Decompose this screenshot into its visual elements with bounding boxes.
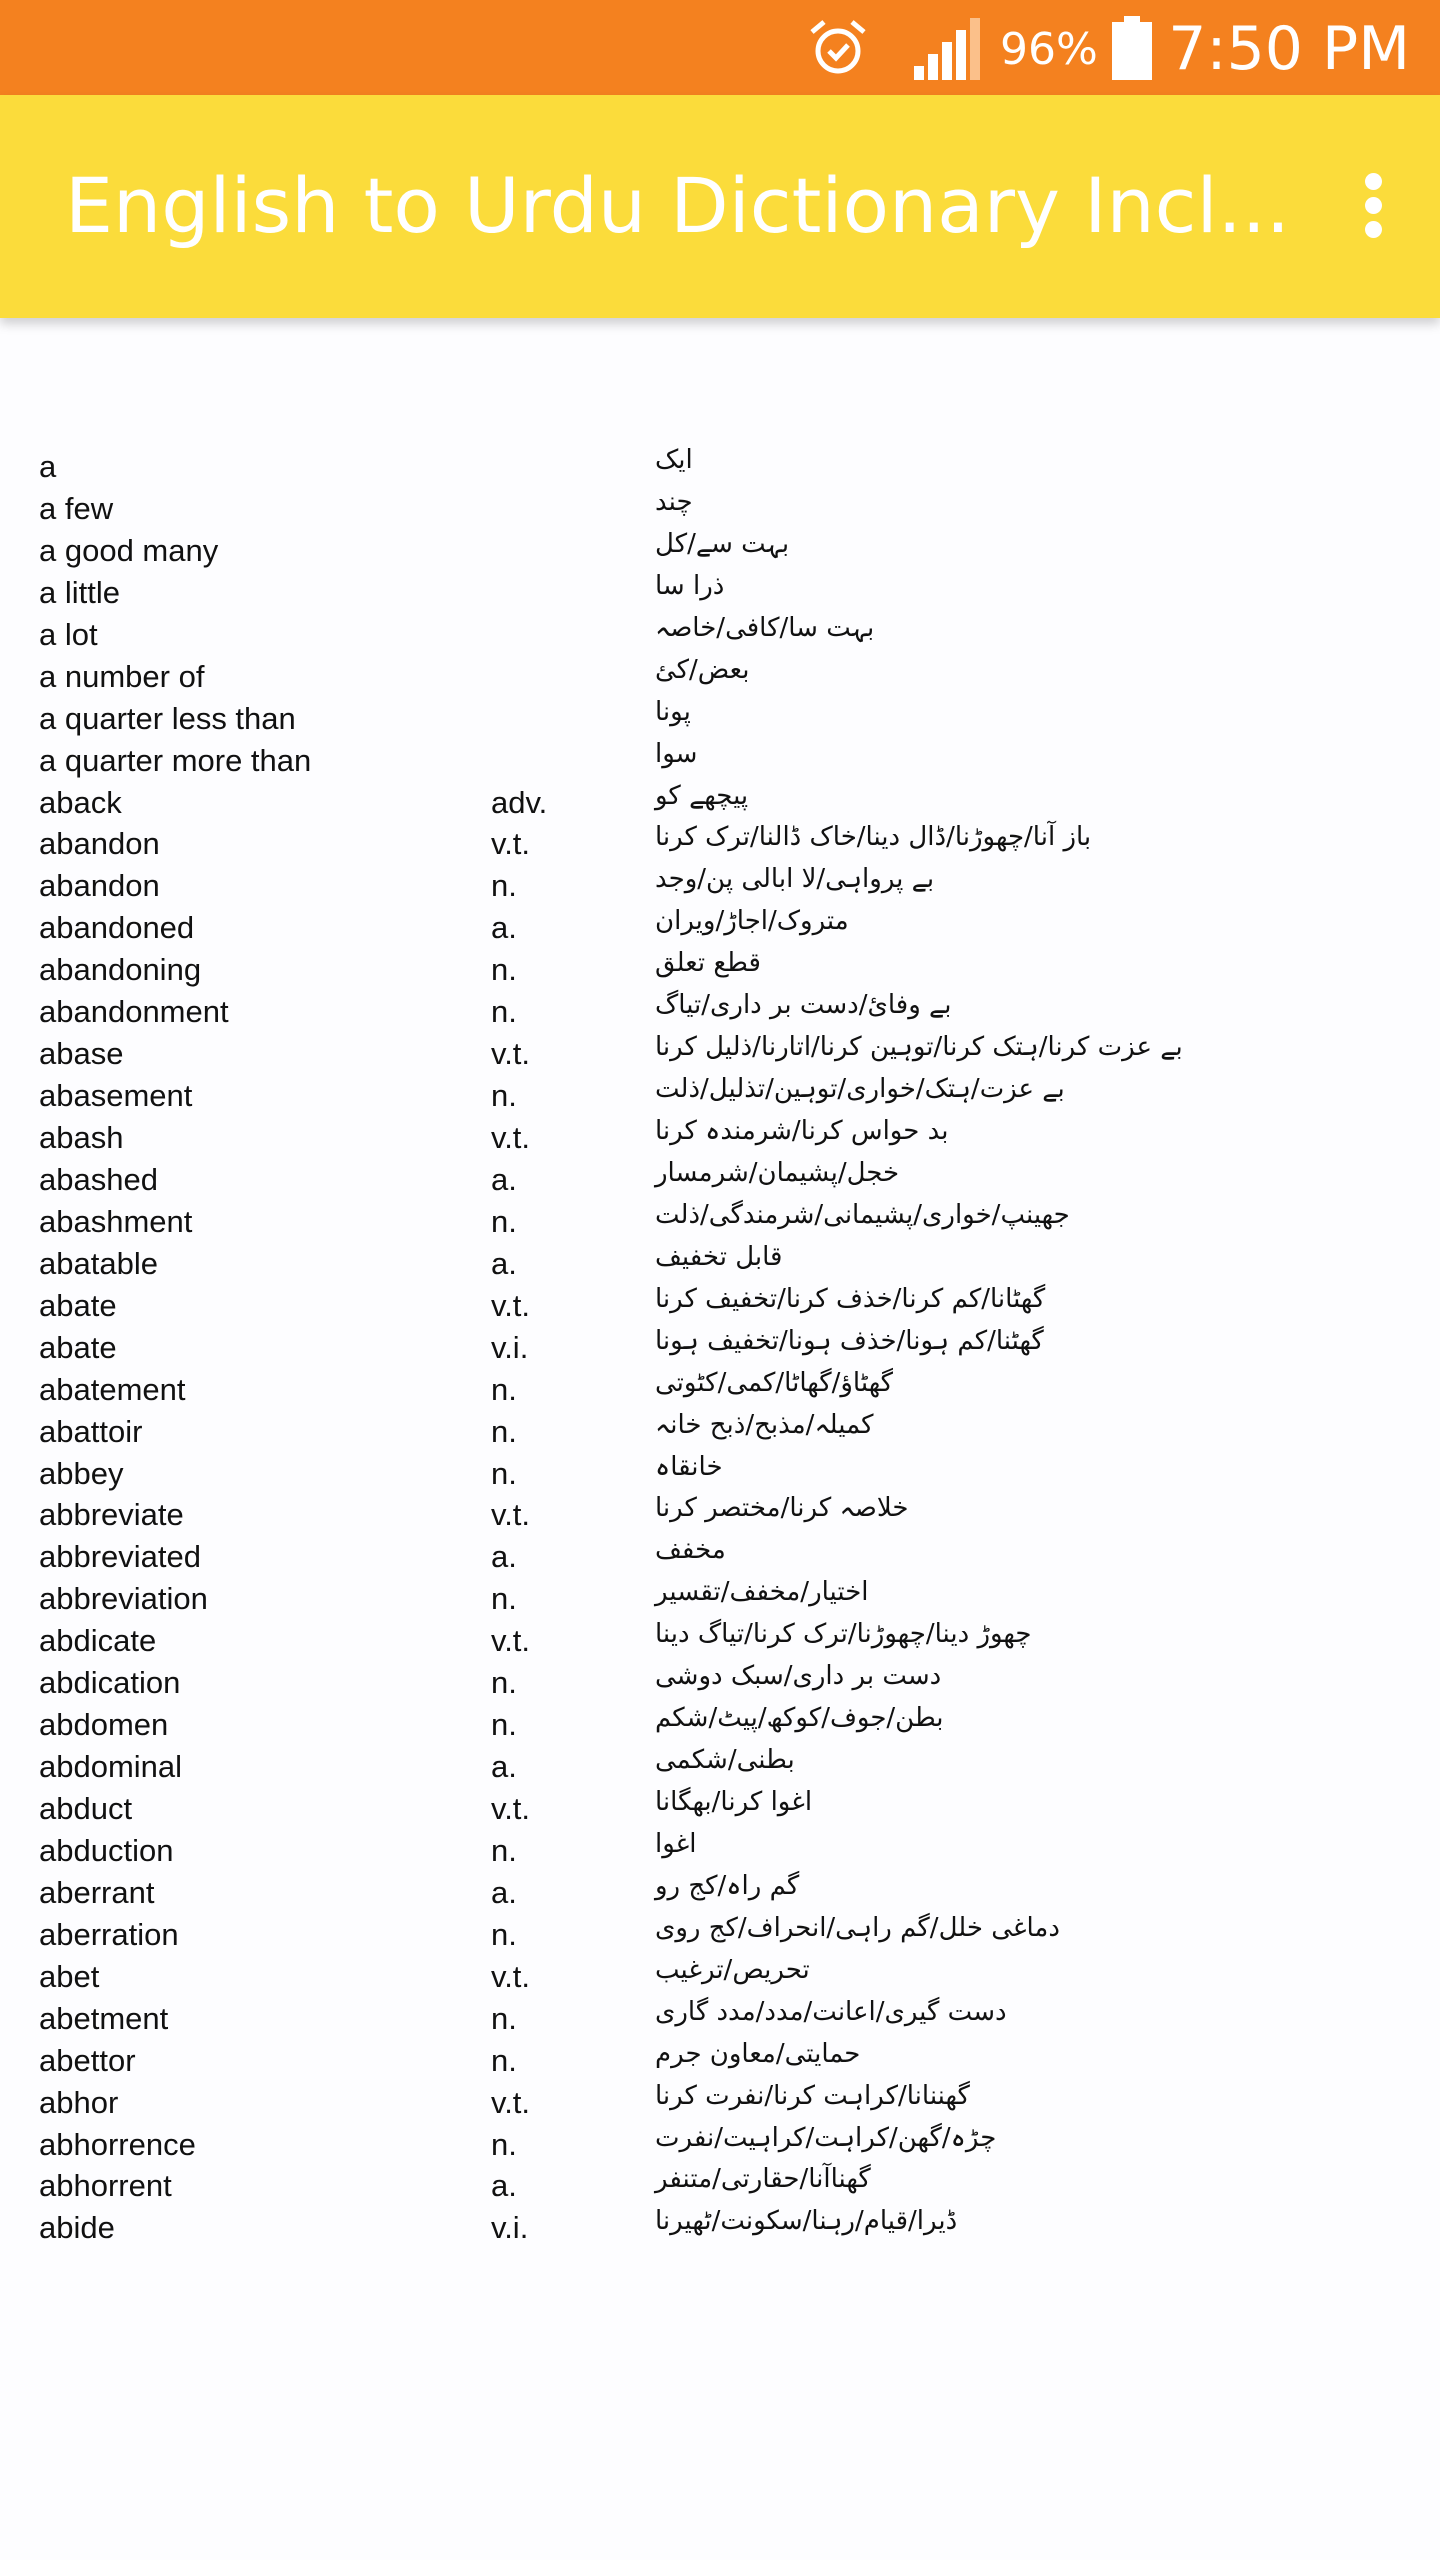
entry-urdu-meaning: دست گیری/اعانت/مدد/مدد گاری — [655, 1996, 1007, 2027]
entry-urdu-meaning: تحریص/ترغیب — [655, 1954, 810, 1985]
entry-part-of-speech: n. — [491, 2042, 517, 2078]
list-item[interactable] — [0, 1368, 1440, 1410]
more-vert-icon[interactable] — [1358, 173, 1388, 243]
dictionary-list[interactable] — [0, 445, 1440, 2248]
entry-word: abattoir — [39, 1413, 143, 1449]
entry-part-of-speech: v.t. — [491, 826, 531, 862]
entry-urdu-meaning: جھینپ/خواری/پشیمانی/شرمندگی/ذلت — [655, 1199, 1070, 1230]
entry-urdu-meaning: خلاصہ کرنا/مختصر کرنا — [655, 1493, 909, 1524]
entry-urdu-meaning: ڈیرا/قیام/رہنا/سکونت/ٹھیرنا — [655, 2206, 958, 2237]
list-item[interactable] — [0, 1619, 1440, 1661]
battery-percentage: 96% — [1000, 24, 1098, 75]
entry-urdu-meaning: بے وفائ/دست بر داری/تیاگ — [655, 990, 952, 1021]
entry-urdu-meaning: گھننانا/کراہت کرنا/نفرت کرنا — [655, 2080, 970, 2111]
entry-urdu-meaning: مخفف — [655, 1535, 726, 1566]
entry-urdu-meaning: بے عزت کرنا/ہتک کرنا/توہین کرنا/اتارنا/ذلیل کرنا — [655, 1032, 1183, 1063]
entry-part-of-speech: v.t. — [491, 1791, 531, 1826]
entry-word: a little — [39, 574, 120, 610]
list-item[interactable] — [0, 1242, 1440, 1284]
entry-part-of-speech: a. — [491, 1539, 517, 1575]
entry-word: abashed — [39, 1161, 158, 1197]
list-item[interactable] — [0, 906, 1440, 948]
entry-word: a quarter less than — [39, 700, 296, 736]
app-bar — [0, 95, 1440, 318]
entry-word: abashment — [39, 1203, 193, 1239]
list-item[interactable] — [0, 697, 1440, 739]
list-item[interactable] — [0, 1787, 1440, 1829]
entry-word: abduction — [39, 1832, 174, 1868]
list-item[interactable] — [0, 2081, 1440, 2123]
entry-urdu-meaning: ذرا سا — [655, 570, 725, 601]
entry-part-of-speech: n. — [491, 2126, 517, 2162]
clock: 7:50 PM — [1168, 14, 1410, 84]
entry-word: abandon — [39, 868, 160, 904]
list-item[interactable] — [0, 1032, 1440, 1074]
entry-part-of-speech: a. — [491, 2168, 517, 2204]
entry-part-of-speech: v.i. — [491, 1329, 529, 1365]
list-item[interactable] — [0, 445, 1440, 487]
list-item[interactable] — [0, 2164, 1440, 2206]
entry-part-of-speech: v.t. — [491, 1623, 531, 1659]
list-item[interactable] — [0, 739, 1440, 781]
list-item[interactable] — [0, 1577, 1440, 1619]
entry-part-of-speech: v.t. — [491, 1958, 531, 1994]
entry-word: a good many — [39, 532, 219, 568]
entry-part-of-speech: v.t. — [491, 1497, 531, 1533]
entry-urdu-meaning: خانقاہ — [655, 1451, 723, 1482]
entry-word: a quarter more than — [39, 742, 312, 778]
entry-word: abatement — [39, 1371, 186, 1407]
entry-word: abduct — [39, 1791, 133, 1826]
list-item[interactable] — [0, 1661, 1440, 1703]
entry-word: aberration — [39, 1916, 179, 1952]
entry-word: aberrant — [39, 1874, 155, 1910]
entry-urdu-meaning: پیچھے کو — [655, 780, 749, 811]
entry-urdu-meaning: گھٹانا/کم کرنا/خذف کرنا/تخفیف کرنا — [655, 1283, 1046, 1314]
list-item[interactable] — [0, 1158, 1440, 1200]
entry-word: abbey — [39, 1455, 124, 1491]
list-item[interactable] — [0, 613, 1440, 655]
list-item[interactable] — [0, 1871, 1440, 1913]
entry-word: abide — [39, 2210, 115, 2246]
entry-word: abbreviation — [39, 1581, 208, 1617]
entry-word: abhorrent — [39, 2168, 172, 2204]
entry-urdu-meaning: بد حواس کرنا/شرمندہ کرنا — [655, 1116, 949, 1146]
entry-word: abhorrence — [39, 2126, 196, 2162]
entry-urdu-meaning: بہت سے/کل — [655, 528, 790, 559]
alarm-icon — [808, 18, 868, 78]
entry-word: abbreviated — [39, 1539, 202, 1575]
list-item[interactable] — [0, 822, 1440, 864]
entry-part-of-speech: n. — [491, 994, 517, 1030]
entry-urdu-meaning: اغوا کرنا/بھگانا — [655, 1787, 813, 1817]
list-item[interactable] — [0, 1829, 1440, 1871]
entry-urdu-meaning: باز آنا/چھوڑنا/ڈال دینا/خاک ڈالنا/ترک کرنا — [655, 822, 1092, 853]
entry-urdu-meaning: چھوڑ دینا/چھوڑنا/ترک کرنا/تیاگ دینا — [655, 1619, 1032, 1650]
entry-urdu-meaning: ایک — [655, 445, 693, 475]
entry-urdu-meaning: چڑہ/گھن/کراہت/کراہیت/نفرت — [655, 2122, 997, 2153]
entry-urdu-meaning: بعض/کئ — [655, 654, 750, 685]
entry-word: abandon — [39, 826, 160, 862]
entry-urdu-meaning: بطن/جوف/کوکھ/پیٹ/شکم — [655, 1703, 944, 1734]
entry-urdu-meaning: چند — [655, 486, 693, 517]
status-bar — [0, 0, 1440, 95]
entry-word: abettor — [39, 2042, 136, 2078]
entry-urdu-meaning: خجل/پشیمان/شرمسار — [655, 1157, 900, 1188]
entry-part-of-speech: a. — [491, 1245, 517, 1281]
entry-urdu-meaning: کمیلہ/مذبح/ذبح خانہ — [655, 1409, 874, 1440]
list-item[interactable] — [0, 1913, 1440, 1955]
list-item[interactable] — [0, 1326, 1440, 1368]
entry-urdu-meaning: اختیار/مخفف/تقسیر — [655, 1577, 869, 1608]
entry-word: a few — [39, 490, 114, 526]
list-item[interactable] — [0, 990, 1440, 1032]
entry-part-of-speech: a. — [491, 1874, 517, 1910]
list-item[interactable] — [0, 1200, 1440, 1242]
entry-urdu-meaning: اغوا — [655, 1828, 697, 1859]
list-item[interactable] — [0, 781, 1440, 823]
list-item[interactable] — [0, 1116, 1440, 1158]
list-item[interactable] — [0, 948, 1440, 990]
entry-word: abdicate — [39, 1623, 157, 1659]
entry-word: abetment — [39, 2000, 169, 2036]
entry-part-of-speech: n. — [491, 1832, 517, 1868]
entry-part-of-speech: v.t. — [491, 1287, 531, 1323]
entry-word: abdominal — [39, 1749, 183, 1785]
entry-urdu-meaning: بے پرواہی/لا ابالی پن/وجد — [655, 864, 935, 895]
entry-part-of-speech: n. — [491, 952, 517, 988]
list-item[interactable] — [0, 655, 1440, 697]
entry-part-of-speech: a. — [491, 1749, 517, 1785]
entry-part-of-speech: v.i. — [491, 2210, 529, 2246]
list-item[interactable] — [0, 2206, 1440, 2248]
entry-urdu-meaning: گھناآنا/حقارتی/متنفر — [655, 2164, 871, 2195]
list-item[interactable] — [0, 1745, 1440, 1787]
entry-part-of-speech: n. — [491, 1203, 517, 1239]
battery-icon — [1112, 16, 1152, 80]
entry-urdu-meaning: حمایتی/معاون جرم — [655, 2038, 861, 2069]
entry-word: a — [39, 449, 57, 484]
entry-word: abdomen — [39, 1707, 169, 1743]
entry-part-of-speech: n. — [491, 1413, 517, 1449]
list-item[interactable] — [0, 1535, 1440, 1577]
entry-part-of-speech: v.t. — [491, 1036, 531, 1072]
entry-word: aback — [39, 784, 122, 820]
entry-part-of-speech: a. — [491, 1161, 517, 1197]
entry-part-of-speech: n. — [491, 1455, 517, 1491]
entry-word: abase — [39, 1036, 124, 1072]
entry-urdu-meaning: بطنی/شکمی — [655, 1745, 795, 1776]
list-item[interactable] — [0, 2039, 1440, 2081]
entry-urdu-meaning: سوا — [655, 738, 698, 769]
list-item[interactable] — [0, 1493, 1440, 1535]
list-item[interactable] — [0, 1955, 1440, 1997]
entry-word: abate — [39, 1329, 117, 1365]
entry-urdu-meaning: بے عزت/ہتک/خواری/توہین/تذلیل/ذلت — [655, 1074, 1065, 1105]
entry-urdu-meaning: دماغی خلل/گم راہی/انحراف/کج روی — [655, 1912, 1060, 1943]
entry-urdu-meaning: گم راہ/کج رو — [655, 1870, 800, 1901]
entry-word: abet — [39, 1958, 100, 1994]
entry-urdu-meaning: قابل تخفیف — [655, 1241, 783, 1272]
entry-part-of-speech: a. — [491, 910, 517, 946]
list-item[interactable] — [0, 1703, 1440, 1745]
entry-word: abasement — [39, 1078, 193, 1114]
entry-word: abhor — [39, 2084, 119, 2120]
entry-part-of-speech: n. — [491, 2000, 517, 2036]
entry-part-of-speech: n. — [491, 1665, 517, 1701]
entry-part-of-speech: v.t. — [491, 2084, 531, 2120]
entry-word: abash — [39, 1120, 124, 1155]
list-item[interactable] — [0, 1074, 1440, 1116]
list-item[interactable] — [0, 571, 1440, 613]
entry-part-of-speech: v.t. — [491, 1120, 531, 1155]
entry-word: abandonment — [39, 994, 229, 1030]
entry-part-of-speech: n. — [491, 1078, 517, 1114]
list-item[interactable] — [0, 1997, 1440, 2039]
entry-word: a number of — [39, 658, 205, 694]
list-item[interactable] — [0, 529, 1440, 571]
signal-icon — [912, 18, 984, 80]
entry-urdu-meaning: گھٹنا/کم ہونا/خذف ہونا/تخفیف ہونا — [655, 1325, 1044, 1356]
list-item[interactable] — [0, 1410, 1440, 1452]
entry-part-of-speech: adv. — [491, 784, 548, 820]
entry-word: abatable — [39, 1245, 158, 1281]
list-item[interactable] — [0, 487, 1440, 529]
list-item[interactable] — [0, 1284, 1440, 1326]
entry-urdu-meaning: قطع تعلق — [655, 948, 761, 979]
entry-part-of-speech: n. — [491, 1916, 517, 1952]
entry-word: abandoning — [39, 952, 202, 988]
entry-part-of-speech: n. — [491, 1581, 517, 1617]
entry-urdu-meaning: گھٹاؤ/گھاٹا/کمی/کٹوتی — [655, 1367, 894, 1398]
app-title: English to Urdu Dictionary Incl... — [65, 161, 1291, 250]
entry-word: abbreviate — [39, 1497, 184, 1533]
list-item[interactable] — [0, 864, 1440, 906]
entry-part-of-speech: n. — [491, 868, 517, 904]
entry-urdu-meaning: پونا — [655, 696, 691, 727]
entry-word: a lot — [39, 616, 98, 652]
entry-urdu-meaning: متروک/اجاڑ/ویران — [655, 906, 849, 937]
entry-word: abdication — [39, 1665, 181, 1701]
entry-part-of-speech: n. — [491, 1371, 517, 1407]
entry-urdu-meaning: بہت سا/کافی/خاصہ — [655, 612, 875, 643]
entry-urdu-meaning: دست بر داری/سبک دوشی — [655, 1661, 942, 1692]
entry-word: abandoned — [39, 910, 195, 946]
list-item[interactable] — [0, 1452, 1440, 1494]
entry-word: abate — [39, 1287, 117, 1323]
entry-part-of-speech: n. — [491, 1707, 517, 1743]
list-item[interactable] — [0, 2123, 1440, 2165]
